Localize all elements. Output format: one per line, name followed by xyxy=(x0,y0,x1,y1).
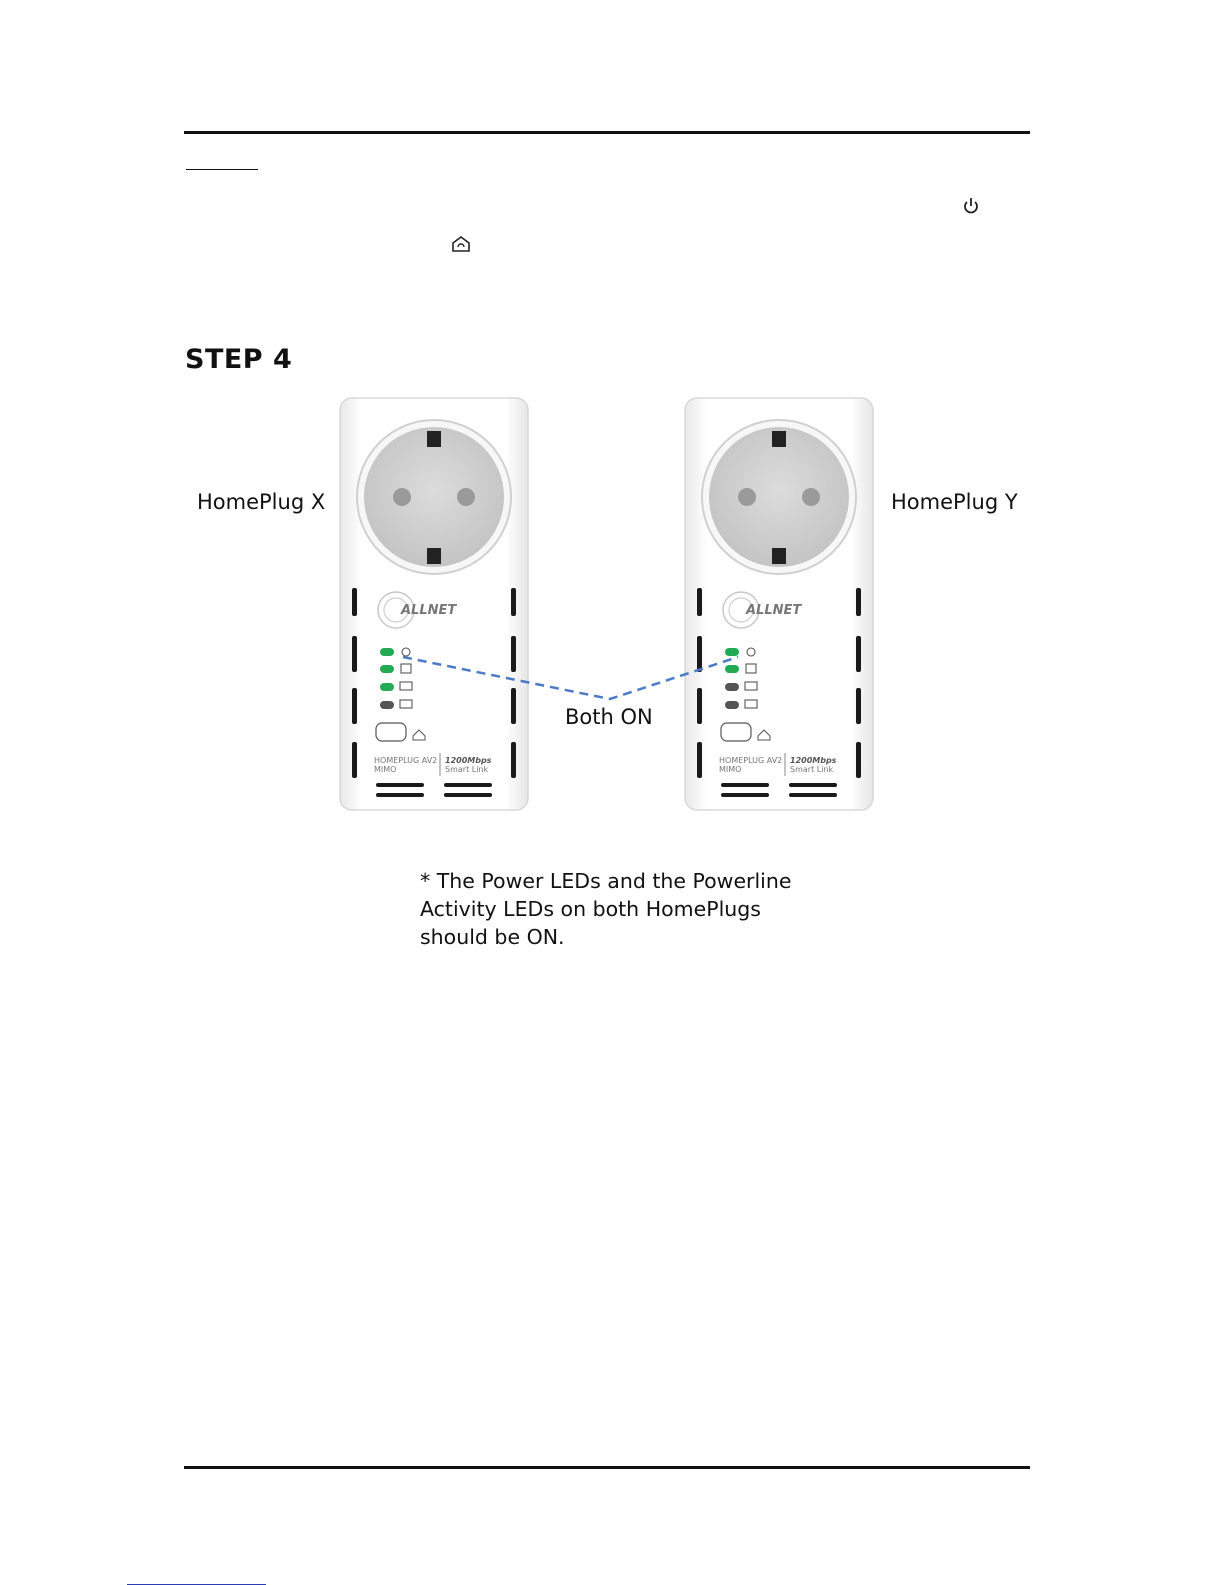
homeplug-x-label: HomePlug X xyxy=(197,490,326,514)
socket-pin-hole xyxy=(738,488,756,506)
pair-button xyxy=(376,723,406,741)
speed-sub-text: Smart Link xyxy=(445,765,489,774)
footer-rule xyxy=(184,1466,1030,1469)
note-text xyxy=(420,867,850,951)
earth-clip-top xyxy=(772,431,786,447)
note-line: * The Power LEDs and the Powerline xyxy=(420,869,792,893)
note-line: should be ON. xyxy=(420,925,565,949)
model-text-line1: HOMEPLUG AV2 xyxy=(719,756,783,765)
homeplug-y-device xyxy=(685,398,873,810)
homeplug-y-label: HomePlug Y xyxy=(891,490,1018,514)
status-led xyxy=(380,683,394,691)
model-text-line2: MIMO xyxy=(719,765,742,774)
speed-text: 1200Mbps xyxy=(790,756,837,765)
model-text-line1: HOMEPLUG AV2 xyxy=(374,756,438,765)
model-text-line2: MIMO xyxy=(374,765,397,774)
socket-pin-hole xyxy=(802,488,820,506)
status-led xyxy=(725,701,739,709)
homeplug-x-device xyxy=(340,398,528,810)
earth-clip-bottom xyxy=(427,548,441,564)
brand-logo-text: ALLNET xyxy=(401,603,457,618)
speed-sub-text: Smart Link xyxy=(790,765,834,774)
status-led xyxy=(380,648,394,656)
earth-clip-top xyxy=(427,431,441,447)
note-line: Activity LEDs on both HomePlugs xyxy=(420,897,761,921)
pair-button xyxy=(721,723,751,741)
status-led xyxy=(380,701,394,709)
earth-clip-bottom xyxy=(772,548,786,564)
socket-pin-hole xyxy=(457,488,475,506)
status-led xyxy=(725,648,739,656)
status-led xyxy=(725,665,739,673)
status-led xyxy=(380,665,394,673)
both-on-label: Both ON xyxy=(565,705,653,729)
socket-pin-hole xyxy=(393,488,411,506)
status-led xyxy=(725,683,739,691)
brand-logo-text: ALLNET xyxy=(746,603,802,618)
step-title: STEP 4 xyxy=(185,344,293,375)
speed-text: 1200Mbps xyxy=(445,756,492,765)
